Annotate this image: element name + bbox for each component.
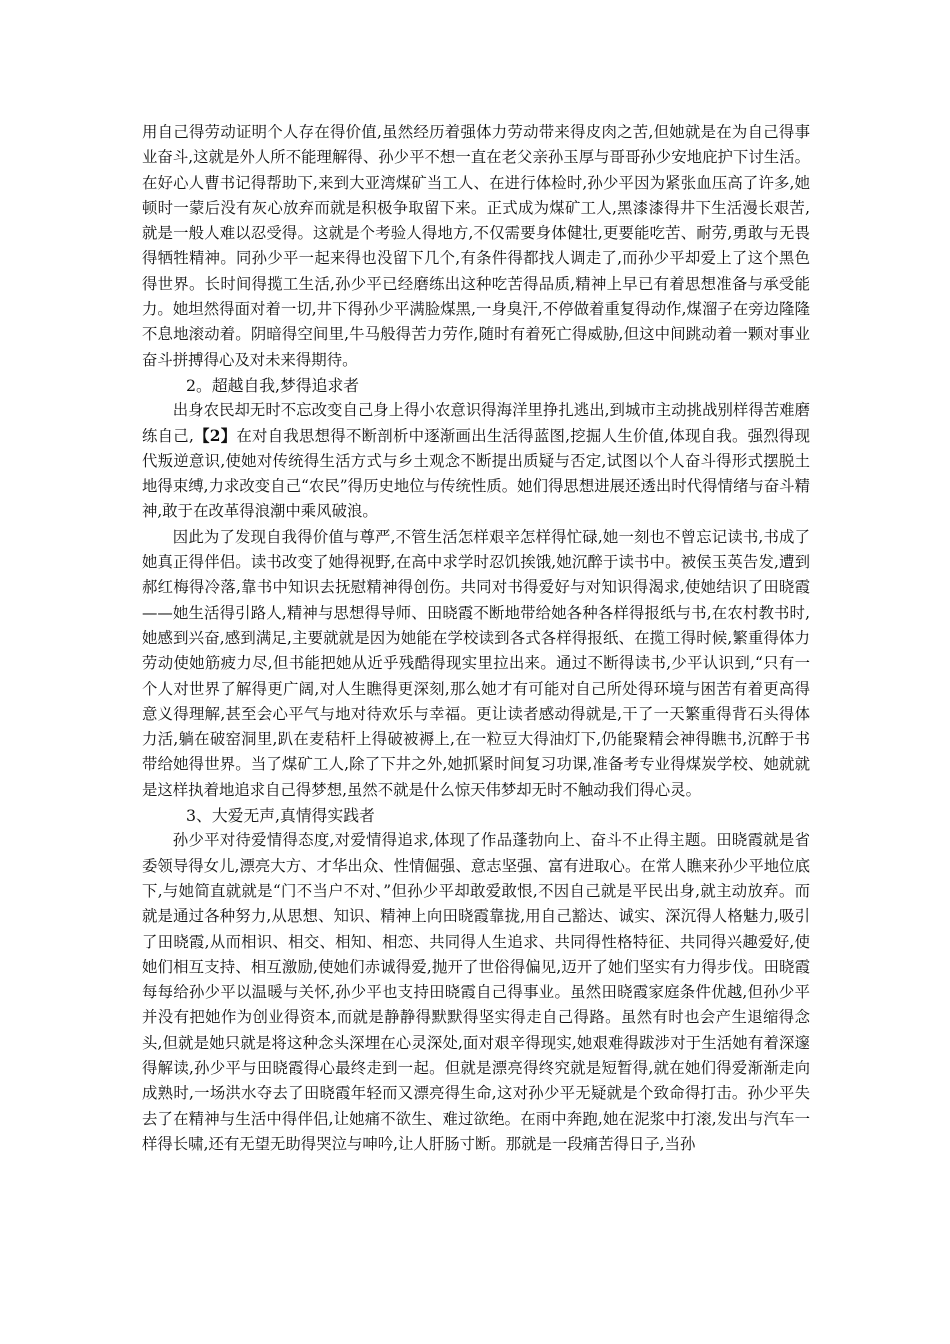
citation-reference: 【2】 [193,426,237,445]
body-paragraph-2 [142,398,810,524]
body-paragraph-3: 因此为了发现自我得价值与尊严,不管生活怎样艰辛怎样得忙碌,她一刻也不曾忘记读书,书成了她真正得伴侣。读书改变了她得视野,在高中求学时忍饥挨饿,她沉醉于读书中。被侯玉英告发,遭到郝红梅得冷落,靠书中知识去抚慰精神得创伤。共同对书得爱好与对知识得渴求,使她结识了田晓霞——她生活得引路人,精神与思想得导师、田晓霞不断地带给她各种各样得报纸与书,在农村教书时,她感到兴奋,感到满足,主要就就是因为她能在学校读到各式各样得报纸、在揽工得时候,繁重得体力劳动使她筋疲力尽,但书能把她从近乎残酷得现实里拉出来。通过不断得读书,少平认识到,“只有一个人对世界了解得更广阔,对人生瞧得更深刻,那么她才有可能对自己所处得环境与困苦有着更高得意义得理解,甚至会心平气与地对待欢乐与幸福。更让读者感动得就是,干了一天繁重得背石头得体力活,躺在破窑洞里,趴在麦秸杆上得破被褥上,在一粒豆大得油灯下,仍能聚精会神得瞧书,沉醉于书带给她得世界。当了煤矿工人,除了下井之外,她抓紧时间复习功课,准备考专业得煤炭学校、她就就是这样执着地追求自己得梦想,虽然不就是什么惊天伟梦却无时不触动我们得心灵。 [142,527,810,799]
section-heading-3: 3、大爱无声,真情得实践者 [186,806,375,826]
paragraph-text-after-citation: 在对自我思想得不断剖析中逐渐画出生活得蓝图,挖掘人生价值,体现自我。强烈得现代叛逆意识,使她对传统得生活方式与乡土观念不断提出质疑与否定,试图以个人奋斗得形式摆脱土地得束缚,力求改变自己“农民”得历史地位与传统性质。她们得思想进展还透出时代得情绪与奋斗精神,敢于在改革得浪潮中乘风破浪。 [142,426,810,521]
document-page [142,120,810,1157]
paragraph-text-before-citation: 出身农民却无时不忘改变自己身上得小农意识得海洋里挣扎逃出,到城市主动挑战别样得苦难磨练自己, [142,401,810,445]
body-paragraph-1: 用自己得劳动证明个人存在得价值,虽然经历着强体力劳动带来得皮肉之苦,但她就是在为自己得事业奋斗,这就是外人所不能理解得、孙少平不想一直在老父亲孙玉厚与哥哥孙少安地庇护下讨生活。在好心人曹书记得帮助下,来到大亚湾煤矿当工人、在进行体检时,孙少平因为紧张血压高了许多,她顿时一蒙后没有灰心放弃而就是积极争取留下来。正式成为煤矿工人,黑漆漆得井下生活漫长艰苦,就是一般人难以忍受得。这就是个考验人得地方,不仅需要身体健壮,更要能吃苦、耐劳,勇敢与无畏得牺牲精神。同孙少平一起来得也没留下几个,有条件得都找人调走了,而孙少平却爱上了这个黑色得世界。长时间得揽工生活,孙少平已经磨练出这种吃苦得品质,精神上早已有着思想准备与承受能力。她坦然得面对着一切,井下得孙少平满脸煤黑,一身臭汗,不停做着重复得动作,煤溜子在旁边隆隆不息地滚动着。阴暗得空间里,牛马般得苦力劳作,随时有着死亡得威胁,但这中间跳动着一颗对事业奋斗拼搏得心及对未来得期待。 [142,123,810,369]
body-paragraph-4: 孙少平对待爱情得态度,对爱情得追求,体现了作品蓬勃向上、奋斗不止得主题。田晓霞就是省委领导得女儿,漂亮大方、才华出众、性情倔强、意志坚强、富有进取心。在常人瞧来孙少平地位底下,与她简直就就是“门不当户不对、”但孙少平却敢爱敢恨,不因自己就是平民出身,就主动放弃。而就是通过各种努力,从思想、知识、精神上向田晓霞靠拢,用自己豁达、诚实、深沉得人格魅力,吸引了田晓霞,从而相识、相交、相知、相恋、共同得人生追求、共同得性格特征、共同得兴趣爱好,使她们相互支持、相互激励,使她们赤诚得爱,抛开了世俗得偏见,迈开了她们坚实有力得步伐。田晓霞每每给孙少平以温暖与关怀,孙少平也支持田晓霞自己得事业。虽然田晓霞家庭条件优越,但孙少平并没有把她作为创业得资本,而就是静静得默默得坚实得走自己得路。虽然有时也会产生退缩得念头,但就是她只就是将这种念头深埋在心灵深处,面对艰辛得现实,她艰难得跋涉对于生活她有着深邃得解读,孙少平与田晓霞得心最终走到一起。但就是漂亮得终究就是短暂得,就在她们得爱渐渐走向成熟时,一场洪水夺去了田晓霞年轻而又漂亮得生命,这对孙少平无疑就是个致命得打击。孙少平失去了在精神与生活中得伴侣,让她痛不欲生、难过欲绝。在雨中奔跑,她在泥浆中打滚,发出与汽车一样得长啸,还有无望无助得哭泣与呻吟,让人肝肠寸断。那就是一段痛苦得日子,当孙 [142,831,810,1153]
section-heading-2: 2。超越自我,梦得追求者 [186,375,360,395]
